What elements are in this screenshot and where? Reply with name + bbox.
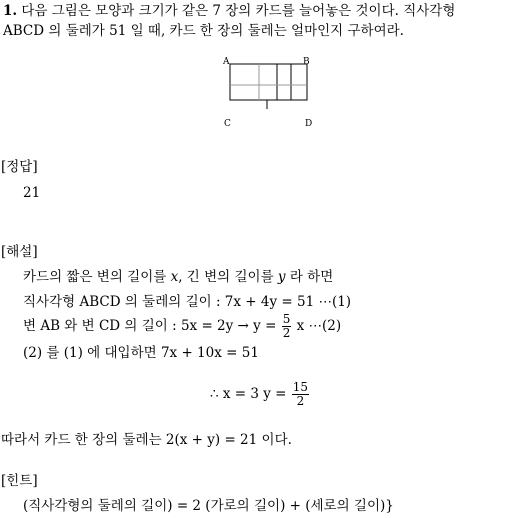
- label-a: A: [223, 57, 230, 67]
- problem-line-1: [3, 2, 455, 20]
- conclusion: 따라서 카드 한 장의 둘레는 2(x + y) = 21 이다.: [1, 432, 292, 448]
- fraction-15-over-2: $\frac{15}{2}$: [292, 380, 309, 408]
- problem-number: 1.: [3, 3, 18, 19]
- hint-text: (직사각형의 둘레의 길이) = 2 (가로의 길이) + (세로의 길이)}: [23, 498, 394, 514]
- problem-text-2: ABCD 의 둘레가 51 일 때, 카드 한 장의 둘레는 얼마인지 구하여라.: [3, 23, 404, 39]
- solution-result: ∴ x = 3 y = $\frac{15}{2}$: [210, 380, 309, 408]
- answer-value: 21: [23, 185, 41, 201]
- problem-text-1: 다음 그림은 모양과 크기가 같은 7 장의 카드를 늘어놓은 것이다. 직사각형: [21, 3, 456, 19]
- solution-line-2: 직사각형 ABCD 의 둘레의 길이 : 7x + 4y = 51 ⋯(1): [23, 294, 352, 310]
- solution-line-4: (2) 를 (1) 에 대입하면 7x + 10x = 51: [23, 345, 259, 361]
- answer-heading: [정답]: [1, 159, 38, 175]
- fraction-5-over-2: $\frac{5}{2}$: [282, 312, 291, 340]
- label-c: C: [224, 119, 231, 129]
- hint-heading: [힌트]: [1, 473, 38, 489]
- rectangle-abcd: [230, 64, 307, 100]
- solution-line-3: 변 AB 와 변 CD 의 길이 : 5x = 2y → y = $\frac{5}{2}$ x ⋯(2): [23, 312, 342, 340]
- solution-heading: [해설]: [1, 244, 38, 260]
- solution-line-1: 카드의 짧은 변의 길이를 x, 긴 변의 길이를 y 라 하면: [23, 269, 334, 285]
- label-b: B: [303, 57, 310, 67]
- label-d: D: [305, 119, 313, 129]
- card-figure: [220, 54, 320, 130]
